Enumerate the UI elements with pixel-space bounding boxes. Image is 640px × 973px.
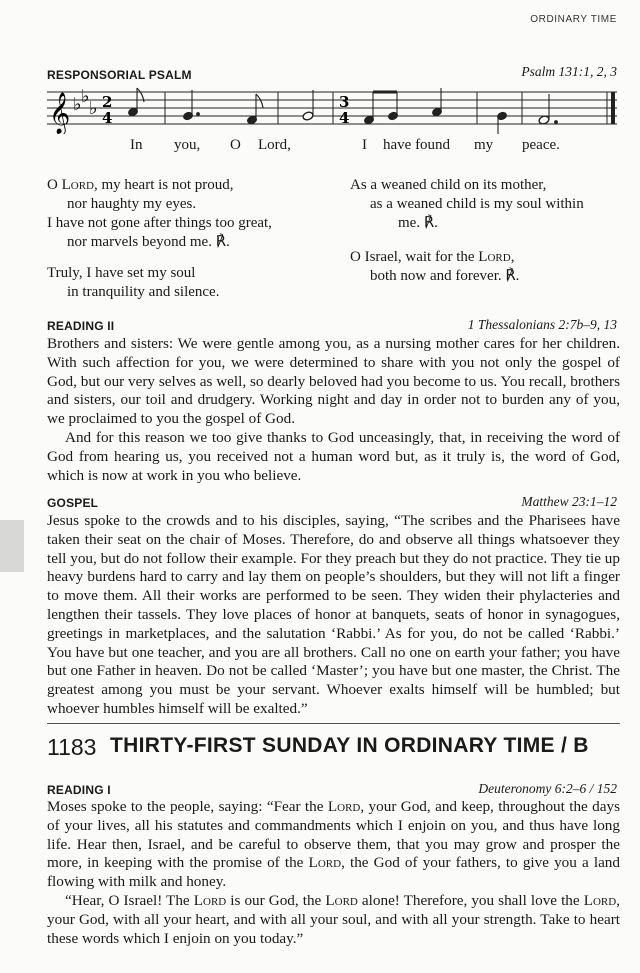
stanza-line: I have not gone after things too great, [47, 215, 272, 231]
reading-i-label: READING I [47, 783, 111, 797]
section-number: 1183 [47, 734, 97, 760]
time-signature-4: 4 [339, 109, 350, 127]
stanza-line: O Israel, wait for the Lord, [350, 249, 515, 265]
divine-name: Lord [478, 249, 511, 265]
reading-ii-label: READING II [47, 319, 115, 333]
reading-i-text [47, 798, 620, 948]
paragraph: Moses spoke to the people, saying: “Fear the Lord, your God, and keep, throughout the days of your lives, all his statutes and commandments which I enjoin on you, and thus have long life. Hear then, Israel, and be careful to observe them, that you may grow and prosper the more, in keeping with the promise of the Lord, the God of your fathers, to give you a land flowing with milk and honey. [47, 798, 620, 891]
psalm-citation: Psalm 131:1, 2, 3 [521, 64, 617, 79]
gospel-text [47, 512, 620, 719]
paragraph: And for this reason we too give thanks to God unceasingly, that, in receiving the word of God from hearing us, you received not a human word but, as it truly is, the word of God, which is now at work in you who believe. [47, 428, 620, 484]
stanza-line: As a weaned child on its mother, [350, 177, 547, 193]
divine-name: Lord [61, 177, 94, 193]
page-edge-tab [0, 520, 24, 572]
flat-icon: ♭ [73, 94, 82, 115]
stanza-line: me. ℟. [398, 215, 438, 231]
paragraph: “Hear, O Israel! The Lord is our God, the Lord alone! Therefore, you shall love the Lord, your God, with all your heart, and with all your soul, and with all your strength. Take to heart these words which I enjoin on you today.” [47, 891, 621, 947]
psalm-stanza-left-1 [47, 176, 272, 252]
stanza-line: nor marvels beyond me. ℟. [67, 234, 230, 250]
flat-icon: ♭ [81, 86, 90, 107]
running-header: ORDINARY TIME [530, 14, 617, 25]
lyric: you, [174, 137, 201, 153]
music-staff [47, 84, 622, 134]
divine-name: Lord [193, 891, 227, 909]
gospel-citation: Matthew 23:1–12 [521, 494, 617, 509]
lyric: peace. [522, 137, 560, 153]
reading-ii-text [47, 335, 620, 485]
time-signature-3: 3 [339, 93, 350, 111]
flat-icon: ♭ [89, 98, 98, 119]
stanza-line: in tranquility and silence. [67, 284, 220, 300]
lyric: have found [383, 137, 451, 153]
lyric: O [230, 137, 241, 153]
psalm-stanza-right-2 [350, 248, 519, 286]
gospel-label: GOSPEL [47, 496, 99, 510]
time-signature-2: 2 [102, 93, 113, 111]
divine-name: Lord [583, 891, 617, 909]
stanza-line: nor haughty my eyes. [67, 196, 197, 212]
lyric: I [362, 137, 367, 153]
paragraph: Jesus spoke to the crowds and to his disciples, saying, “The scribes and the Pharisees have taken their seat on the chair of Moses. Therefore, do and observe all things whatsoever they tell you, but do not follow their example. For they preach but they do not practice. They tie up heavy burdens hard to carry and lay them on people’s shoulders, but they will not lift a finger to move them. All their works are performed to be seen. They widen their phylacteries and lengthen their tassels. They love places of honor at banquets, seats of honor in synagogues, greetings in marketplaces, and the salutation ‘Rabbi.’ As for you, do not be called ‘Rabbi.’ You have but one teacher, and you are all brothers. Call no one on earth your father; you have but one Father in heaven. Do not be called ‘Master’; you have but one master, the Christ. The greatest among you must be your servant. Whoever exalts himself will be humbled; but whoever humbles himself will be exalted.” [47, 512, 620, 717]
lyric: In [130, 137, 143, 153]
stanza-line: both now and forever. ℟. [370, 268, 520, 284]
stanza-line: as a weaned child is my soul within [370, 196, 584, 212]
stanza-line: Truly, I have set my soul [47, 265, 196, 281]
reading-ii-citation: 1 Thessalonians 2:7b–9, 13 [467, 317, 617, 332]
divine-name: Lord [325, 891, 358, 909]
psalm-stanza-left-2 [47, 264, 219, 302]
treble-clef-icon: 𝄞 [49, 93, 71, 134]
paragraph: Brothers and sisters: We were gentle among you, as a nursing mother cares for her children. With such affection for you, we were determined to share with you not only the gospel of God, but our very selves as well, so dearly beloved had you become to us. You recall, brothers and sisters, our toil and drudgery. Working night and day in order not to burden any of you, we proclaimed to you the gospel of God. [47, 335, 620, 428]
note-head [302, 111, 314, 121]
psalm-stanza-right-1 [350, 176, 584, 233]
lyric: Lord, [258, 137, 291, 153]
time-signature-4: 4 [102, 109, 113, 127]
divine-name: Lord [308, 854, 342, 872]
stanza-line: O Lord, my heart is not proud, [47, 177, 234, 193]
divine-name: Lord [327, 798, 361, 815]
reading-i-citation: Deuteronomy 6:2–6 / 152 [478, 781, 617, 796]
section-divider [47, 723, 620, 724]
section-title: THIRTY-FIRST SUNDAY IN ORDINARY TIME / B [110, 734, 589, 757]
lyric: my [474, 137, 494, 153]
psalm-label: RESPONSORIAL PSALM [47, 68, 192, 82]
